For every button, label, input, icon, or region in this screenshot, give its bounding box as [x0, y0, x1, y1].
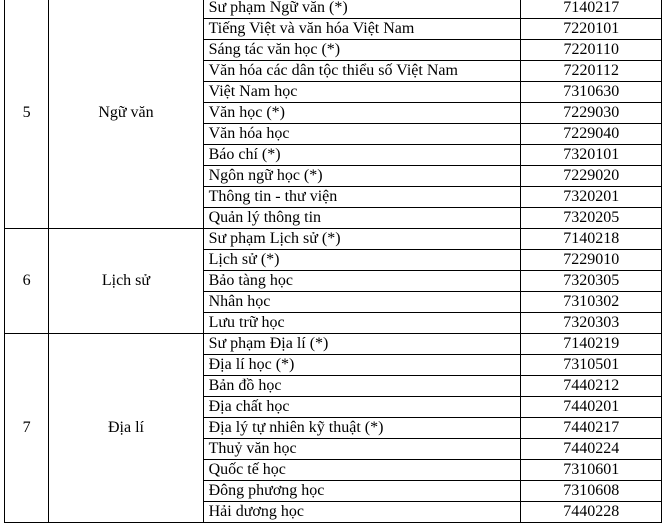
major-name: Địa lí học (*): [203, 355, 521, 376]
major-name: Văn học (*): [203, 103, 521, 124]
major-name: Hải dương học: [203, 502, 521, 523]
table-row: [5, 334, 662, 355]
major-name: Báo chí (*): [203, 145, 521, 166]
major-name: Địa chất học: [203, 397, 521, 418]
major-code: 7320205: [521, 208, 662, 229]
major-name: Đông phương học: [203, 481, 521, 502]
major-code: 7440212: [521, 376, 662, 397]
major-code: 7140219: [521, 334, 662, 355]
major-name: Sư phạm Địa lí (*): [203, 334, 521, 355]
major-code: 7310302: [521, 292, 662, 313]
major-code: 7310630: [521, 82, 662, 103]
major-name: Địa lý tự nhiên kỹ thuật (*): [203, 418, 521, 439]
table-row: [5, 229, 662, 250]
major-name: Bản đồ học: [203, 376, 521, 397]
major-code: 7220110: [521, 40, 662, 61]
major-name: Thuỷ văn học: [203, 439, 521, 460]
major-name: Quản lý thông tin: [203, 208, 521, 229]
group-number: 5: [5, 0, 49, 229]
group-number: 7: [5, 334, 49, 523]
table-body: [5, 0, 662, 523]
major-name: Ngôn ngữ học (*): [203, 166, 521, 187]
major-name: Lịch sử (*): [203, 250, 521, 271]
group-name: Địa lí: [49, 334, 203, 523]
major-code: 7320201: [521, 187, 662, 208]
major-name: Văn hóa học: [203, 124, 521, 145]
table-row: [5, 0, 662, 19]
major-code: 7320303: [521, 313, 662, 334]
major-name: Bảo tàng học: [203, 271, 521, 292]
major-code: 7220101: [521, 19, 662, 40]
major-code: 7440217: [521, 418, 662, 439]
major-code: 7310601: [521, 460, 662, 481]
major-name: Sư phạm Ngữ văn (*): [203, 0, 521, 19]
major-name: Việt Nam học: [203, 82, 521, 103]
group-name: Ngữ văn: [49, 0, 203, 229]
major-code: 7229020: [521, 166, 662, 187]
majors-table: [4, 0, 662, 523]
major-code: 7310501: [521, 355, 662, 376]
major-code: 7320101: [521, 145, 662, 166]
major-name: Văn hóa các dân tộc thiểu số Việt Nam: [203, 61, 521, 82]
major-code: 7440224: [521, 439, 662, 460]
major-name: Sáng tác văn học (*): [203, 40, 521, 61]
major-code: 7440228: [521, 502, 662, 523]
major-name: Nhân học: [203, 292, 521, 313]
major-code: 7440201: [521, 397, 662, 418]
major-code: 7140217: [521, 0, 662, 19]
major-code: 7229030: [521, 103, 662, 124]
major-code: 7320305: [521, 271, 662, 292]
major-code: 7310608: [521, 481, 662, 502]
major-code: 7229040: [521, 124, 662, 145]
group-name: Lịch sử: [49, 229, 203, 334]
major-code: 7229010: [521, 250, 662, 271]
major-name: Sư phạm Lịch sử (*): [203, 229, 521, 250]
major-name: Lưu trữ học: [203, 313, 521, 334]
major-name: Tiếng Việt và văn hóa Việt Nam: [203, 19, 521, 40]
major-name: Quốc tế học: [203, 460, 521, 481]
major-name: Thông tin - thư viện: [203, 187, 521, 208]
group-number: 6: [5, 229, 49, 334]
major-code: 7220112: [521, 61, 662, 82]
major-code: 7140218: [521, 229, 662, 250]
